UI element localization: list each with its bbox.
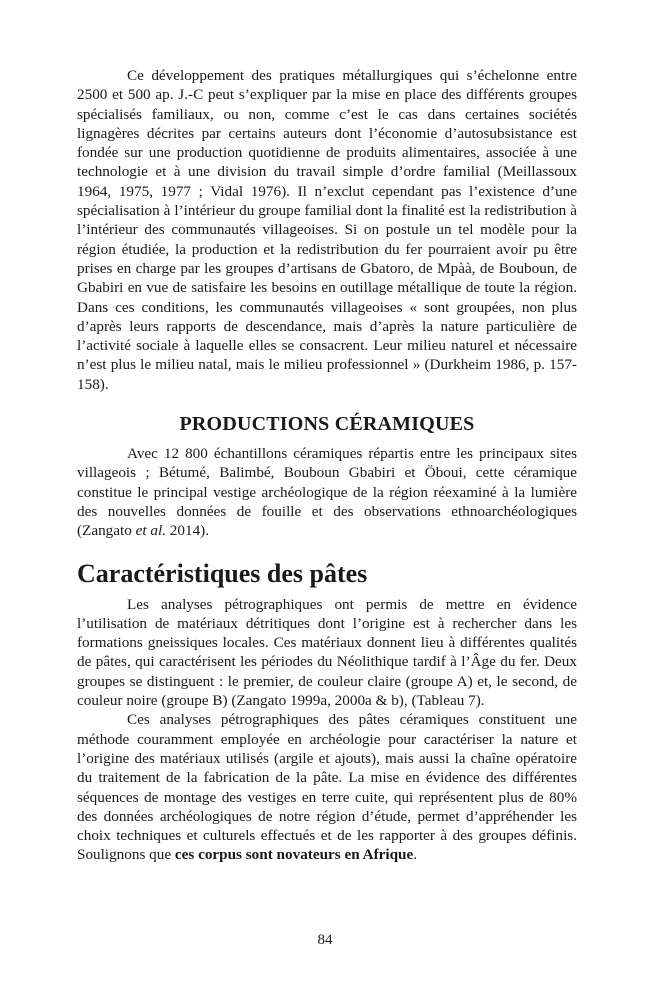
page-body bbox=[77, 66, 577, 865]
citation-et-al: et al. bbox=[135, 522, 166, 540]
paragraph-ceramic-samples-text: Avec 12 800 échantillons céramiques répartis entre les principaux sites villageois ; Bétumé, Balimbé, Bouboun Gbabiri et Öboui, cette céramique constitue le principal vestige archéologique de la région réexaminé à la lumière des nouvelles données de fouille et des observations ethnoarchéologiques (Zangato bbox=[77, 445, 577, 540]
paragraph-ceramic-samples-end: 2014). bbox=[166, 522, 210, 540]
emphasis-novel-corpus: ces corpus sont novateurs en Afrique bbox=[174, 846, 414, 864]
paragraph-paste-methods bbox=[77, 710, 577, 864]
page-number: 84 bbox=[317, 932, 333, 948]
section-heading-ceramic-productions: PRODUCTIONS CÉRAMIQUES bbox=[179, 413, 475, 436]
paragraph-metallurgy: Ce développement des pratiques métallurgiques qui s’échelonne entre 2500 et 500 ap. J.-C peut s’expliquer par la mise en place des différents groupes spécialisés familiaux, ou non, comme c’est le cas dans certaines sociétés lignagères décrites par certains auteurs dont l’économie d’autosubsistance est fondée sur une production quotidienne de produits alimentaires, associée à une technologie et à une division du travail simple d’ordre familial (Meillassoux 1964, 1975, 1977 ; Vidal 1976). Il n’exclut cependant pas l’existence d’une spécialisation à l’intérieur du groupe familial dont la finalité est la redistribution à l’intérieur des communautés villageoises. Si on postule un tel modèle pour la région étudiée, la production et la redistribution du fer pourraient avoir pu être prises en charge par les groupes d’artisans de Gbatoro, de Mpàà, de Bouboun, de Gbabiri en vue de satisfaire les besoins en outillage métallique de toute la région. Dans ces conditions, les communautés villageoises « sont groupées, non plus d’après leurs rapports de descendance, mais d’après la nature particulière de l’activité sociale à laquelle elles se consacrent. Leur milieu naturel et nécessaire n’est plus le milieu natal, mais le milieu professionnel » (Durkheim 1986, p. 157-158). bbox=[77, 67, 577, 393]
paragraph-petrographic-analyses: Les analyses pétrographiques ont permis de mettre en évidence l’utilisation de matériaux détritiques dont l’origine est à rechercher dans les formations gneissiques locales. Ces matériaux donnent lieu à différentes qualités de pâtes, qui caractérisent les périodes du Néolithique tardif à l’Âge du fer. Deux groupes se distinguent : le premier, de couleur claire (groupe A) et, le second, de couleur noire (groupe B) (Zangato 1999a, 2000a & b), (Tableau 7). bbox=[77, 595, 577, 710]
paragraph-paste-methods-end: . bbox=[413, 846, 418, 864]
subsection-heading-paste-characteristics: Caractéristiques des pâtes bbox=[77, 558, 368, 588]
paragraph-paste-methods-text: Ces analyses pétrographiques des pâtes céramiques constituent une méthode couramment employée en archéologie pour caractériser la nature et l’origine des matériaux utilisés (argile et ajouts), mais aussi la chaîne opératoire du traitement de la fabrication de la pâte. La mise en évidence des différentes séquences de montage des vestiges en terre cuite, qui représentent plus de 80% des données archéologiques de notre région d’étude, permet d’appréhender les choix techniques et culturels effectués et de les rapporter à des groupes définis. Soulignons que bbox=[77, 711, 577, 864]
paragraph-ceramic-samples bbox=[77, 444, 577, 540]
